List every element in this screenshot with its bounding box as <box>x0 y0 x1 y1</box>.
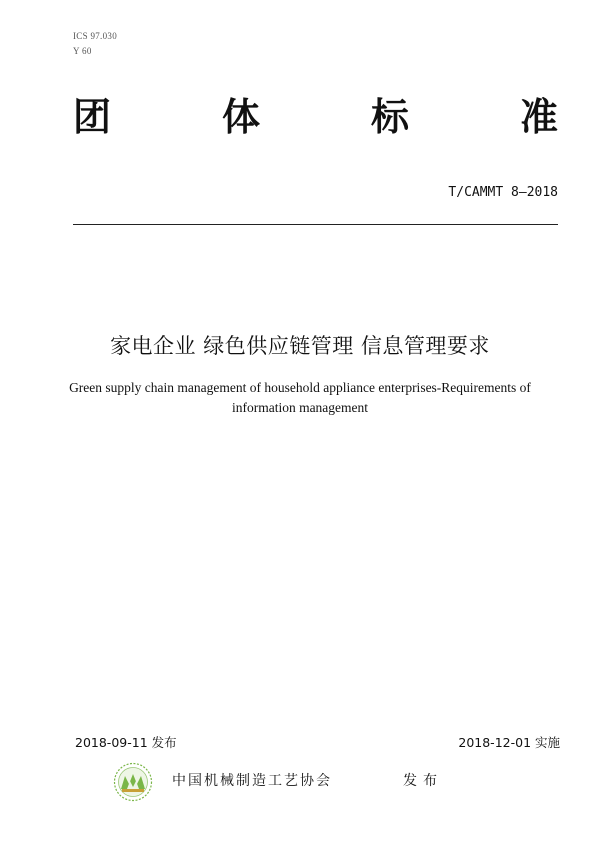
heading-char-4: 准 <box>519 95 558 139</box>
group-standard-heading <box>73 95 558 139</box>
ics-code: ICS 97.030 <box>73 31 118 41</box>
ccs-code: Y 60 <box>73 46 92 56</box>
publish-label: 发布 <box>403 773 443 789</box>
english-title-line-1: Green supply chain management of household appliance enterprises-Requirements of <box>69 380 531 395</box>
horizontal-divider <box>73 224 558 225</box>
publisher-name: 中国机械制造工艺协会 <box>172 773 332 789</box>
document-title-chinese: 家电企业 绿色供应链管理 信息管理要求 <box>110 334 490 358</box>
heading-char-3: 标 <box>370 95 409 139</box>
standard-number: T/CAMMT 8—2018 <box>448 185 558 200</box>
heading-char-2: 体 <box>221 95 260 139</box>
heading-char-1: 团 <box>73 95 112 139</box>
issue-date: 2018-09-11 发布 <box>75 735 177 750</box>
association-logo-icon <box>113 762 153 802</box>
english-title-line-2: information management <box>231 400 369 415</box>
document-title-english <box>50 378 550 418</box>
implementation-date: 2018-12-01 实施 <box>458 735 560 750</box>
